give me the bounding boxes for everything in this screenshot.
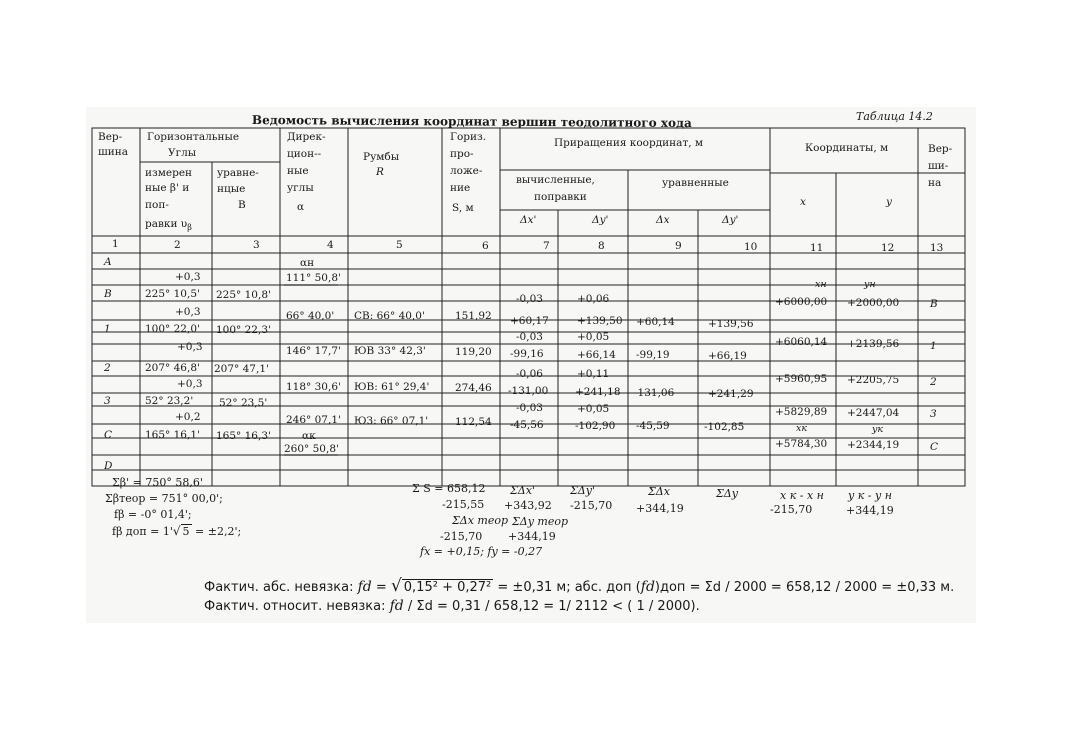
adjusted-dx: +60,14	[636, 316, 675, 328]
yn-label: yн	[864, 279, 876, 290]
angle-correction: +0,3	[175, 271, 201, 283]
col-number: 2	[174, 239, 181, 251]
vertex-label: 2	[104, 362, 111, 374]
hdr-measured-1: измерен	[145, 167, 193, 179]
vertex-label-right: C	[930, 441, 939, 453]
col-number: 9	[675, 240, 682, 252]
adjusted-angle: 165° 16,3'	[216, 430, 271, 442]
hdr-vertex-1: Вер-	[98, 131, 123, 143]
measured-angle: 165° 16,1'	[145, 429, 200, 441]
sum-dy-computed-label: ΣΔy'	[570, 484, 595, 497]
adjusted-angle: 52° 23,5'	[219, 397, 268, 409]
col-number: 5	[396, 239, 403, 251]
absolute-misclosure: Фактич. абс. невязка: fd = √ 0,15² + 0,27² = ±0,31 м; абс. доп (fd)доп = Σd / 2000 = 658,12 / 2000 = ±0,33 м.	[204, 576, 955, 596]
col-number: 10	[744, 241, 758, 253]
correction-dy: +0,06	[577, 293, 610, 305]
vertex-label: B	[104, 288, 112, 300]
adjusted-angle: 100° 22,3'	[216, 324, 271, 336]
bearing: ЮВ: 61° 29,4'	[354, 381, 430, 393]
col-number: 11	[810, 242, 824, 254]
sum-dy-theor: +344,19	[508, 530, 556, 543]
hdr-dist-4: ние	[450, 182, 471, 194]
increment-dx: +60,17	[510, 315, 549, 327]
alpha-n-label: αн	[300, 257, 315, 269]
hdr-vertex-r-1: Вер-	[928, 143, 953, 155]
angle-correction: +0,2	[175, 411, 201, 423]
measured-angle: 52° 23,2'	[145, 395, 194, 407]
hdr-vertex-r-2: ши-	[928, 160, 949, 172]
adjusted-dx: -131,06	[634, 387, 675, 399]
sum-dy-computed: -215,70	[570, 499, 613, 512]
hdr-adjusted-incr: уравненные	[662, 177, 729, 189]
horizontal-distance: 112,54	[455, 416, 492, 428]
vertex-label: A	[104, 256, 112, 268]
xk-xn-label: x к - x н	[780, 489, 824, 502]
hdr-dy-adjusted: Δy'	[722, 214, 739, 226]
increment-dy: +241,18	[575, 386, 621, 398]
sum-dy-adjusted-label: ΣΔy	[716, 487, 738, 500]
hdr-dist-2: про-	[450, 148, 474, 160]
coord-y: +2447,04	[847, 407, 900, 419]
yk-yn-label: y к - y н	[848, 489, 892, 502]
direction-angle: 246° 07,1'	[286, 414, 341, 426]
hdr-direction-1: Дирек-	[287, 131, 326, 143]
coord-y: +2000,00	[847, 297, 900, 309]
bearing: ЮЗ: 66° 07,1'	[354, 415, 429, 427]
vertex-label: C	[104, 429, 113, 441]
xk-label: xк	[796, 423, 808, 434]
table-number: Таблица 14.2	[856, 110, 933, 123]
hdr-measured-3: поп-	[145, 199, 169, 211]
hdr-measured-2: ные β' и	[145, 182, 190, 194]
hdr-computed-1: вычисленные,	[516, 174, 595, 186]
vertex-label-right: 3	[930, 408, 937, 420]
sum-dx-computed: +343,92	[504, 499, 552, 512]
hdr-dx-computed: Δx'	[520, 214, 537, 226]
hdr-increments: Приращения координат, м	[554, 137, 704, 149]
hdr-dy-computed: Δy'	[592, 214, 609, 226]
col-number: 3	[253, 239, 260, 251]
col-number: 13	[930, 242, 944, 254]
coord-y: +2139,56	[847, 338, 900, 350]
measured-angle: 225° 10,5'	[145, 288, 200, 300]
hdr-adjusted-2: нцые	[217, 183, 246, 195]
hdr-adjusted-1: уравне-	[217, 167, 259, 179]
hdr-dist-1: Гориз.	[450, 131, 487, 143]
vertex-label: 1	[104, 323, 111, 335]
coord-x: +6000,00	[775, 296, 828, 308]
adjusted-angle: 225° 10,8'	[216, 289, 271, 301]
hdr-dist-3: ложе-	[450, 165, 483, 177]
sum-dx-adjusted: +344,19	[636, 502, 684, 515]
sum-beta-theor: Σβтеор = 751° 00,0';	[105, 492, 223, 505]
document-title: Ведомость вычисления координат вершин теодолитного хода	[251, 113, 692, 131]
yk-label: yк	[872, 424, 884, 435]
hdr-direction-4: углы	[287, 182, 314, 194]
hdr-horiz-angles-1: Горизонтальные	[147, 131, 240, 143]
coord-y: +2205,75	[847, 374, 900, 386]
hdr-direction-3: ные	[287, 165, 309, 177]
col-number: 4	[327, 239, 334, 251]
direction-angle: 118° 30,6'	[286, 381, 341, 393]
xk-xn-value: -215,70	[770, 503, 813, 516]
closure-fx-fy: fx = +0,15; fy = -0,27	[420, 545, 543, 558]
hdr-y: y	[886, 196, 892, 208]
vertex-label: D	[104, 460, 113, 472]
angle-correction: +0,3	[175, 306, 201, 318]
f-beta: fβ = -0° 01,4';	[114, 508, 192, 521]
adjusted-dx: -99,19	[636, 349, 670, 361]
direction-angle: 66° 40,0'	[286, 310, 335, 322]
vertex-label-right: B	[930, 298, 938, 310]
adjusted-dx: -45,59	[636, 420, 670, 432]
col-number: 7	[543, 240, 550, 252]
coord-x: +5829,89	[775, 406, 828, 418]
correction-dx: -0,03	[516, 331, 543, 343]
adjusted-dy: +66,19	[708, 350, 747, 362]
coord-x: +6060,14	[775, 336, 828, 348]
horizontal-distance: 119,20	[455, 346, 492, 358]
hdr-coords: Координаты, м	[805, 142, 889, 154]
alpha-start: 111° 50,8'	[286, 272, 341, 284]
sum-dx-adjusted-label: ΣΔx	[648, 485, 670, 498]
col-number: 12	[881, 242, 895, 254]
hdr-dx-adjusted: Δx	[656, 214, 670, 226]
bearing: СВ: 66° 40,0'	[354, 310, 425, 322]
angle-correction: +0,3	[177, 341, 203, 353]
relative-misclosure: Фактич. относит. невязка: fd / Σd = 0,31 / 658,12 = 1/ 2112 < ( 1 / 2000).	[204, 598, 700, 614]
hdr-dist-5: S, м	[452, 202, 474, 214]
coord-x: +5960,95	[775, 373, 828, 385]
vertex-label: 3	[104, 395, 111, 407]
f-beta-dop: fβ доп = 1'√ 5 = ±2,2';	[112, 524, 242, 538]
correction-dx: -0,03	[516, 402, 543, 414]
hdr-bearings-2: R	[376, 166, 384, 178]
adjusted-angle: 207° 47,1'	[214, 363, 269, 375]
xn-label: xн	[815, 279, 827, 290]
measured-angle: 100° 22,0'	[145, 323, 200, 335]
correction-dy: +0,05	[577, 403, 610, 415]
measured-angle: 207° 46,8'	[145, 362, 200, 374]
alpha-k-label: αк	[302, 430, 316, 442]
sum-neg: -215,55	[442, 498, 485, 511]
angle-correction: +0,3	[177, 378, 203, 390]
hdr-vertex-r-3: на	[928, 177, 942, 189]
sum-s: Σ S = 658,12	[412, 482, 486, 495]
hdr-bearings-1: Румбы	[363, 151, 400, 163]
adjusted-dy: +241,29	[708, 388, 754, 400]
hdr-vertex-2: шина	[98, 146, 129, 158]
alpha-end: 260° 50,8'	[284, 443, 339, 455]
hdr-measured-4: равки $\upsilon_\beta$	[145, 218, 192, 233]
col-number: 1	[112, 238, 119, 250]
increment-dy: -102,90	[575, 420, 616, 432]
yk-yn-value: +344,19	[846, 504, 894, 517]
increment-dx: -45,56	[510, 419, 544, 431]
sum-dx-theor: -215,70	[440, 530, 483, 543]
increment-dx: -99,16	[510, 348, 544, 360]
hdr-direction-5: α	[297, 201, 305, 213]
vertex-label-right: 2	[930, 376, 937, 388]
correction-dx: -0,06	[516, 368, 543, 380]
col-number: 8	[598, 240, 605, 252]
correction-dy: +0,05	[577, 331, 610, 343]
horizontal-distance: 274,46	[455, 382, 492, 394]
bearing: ЮВ 33° 42,3'	[354, 345, 426, 357]
horizontal-distance: 151,92	[455, 310, 492, 322]
coord-x: +5784,30	[775, 438, 828, 450]
increment-dx: -131,00	[508, 385, 549, 397]
adjusted-dy: +139,56	[708, 318, 754, 330]
coord-y: +2344,19	[847, 439, 900, 451]
increment-dy: +139,50	[577, 315, 623, 327]
correction-dx: -0,03	[516, 293, 543, 305]
increment-dy: +66,14	[577, 349, 616, 361]
direction-angle: 146° 17,7'	[286, 345, 341, 357]
sum-dy-theor-label: ΣΔy теор	[512, 515, 569, 528]
vertex-label-right: 1	[930, 340, 937, 352]
col-number: 6	[482, 240, 489, 252]
sum-beta: Σβ' = 750° 58,6'	[112, 476, 203, 489]
hdr-direction-2: цион--	[287, 148, 322, 160]
sum-dx-computed-label: ΣΔx'	[510, 484, 535, 497]
hdr-x: x	[800, 196, 806, 208]
hdr-horiz-angles-2: Углы	[168, 147, 197, 159]
adjusted-dy: -102,85	[704, 421, 745, 433]
hdr-adjusted-3: В	[238, 199, 246, 211]
correction-dy: +0,11	[577, 368, 610, 380]
hdr-computed-2: поправки	[534, 191, 587, 203]
sum-dx-theor-label: ΣΔx теор	[452, 514, 509, 527]
